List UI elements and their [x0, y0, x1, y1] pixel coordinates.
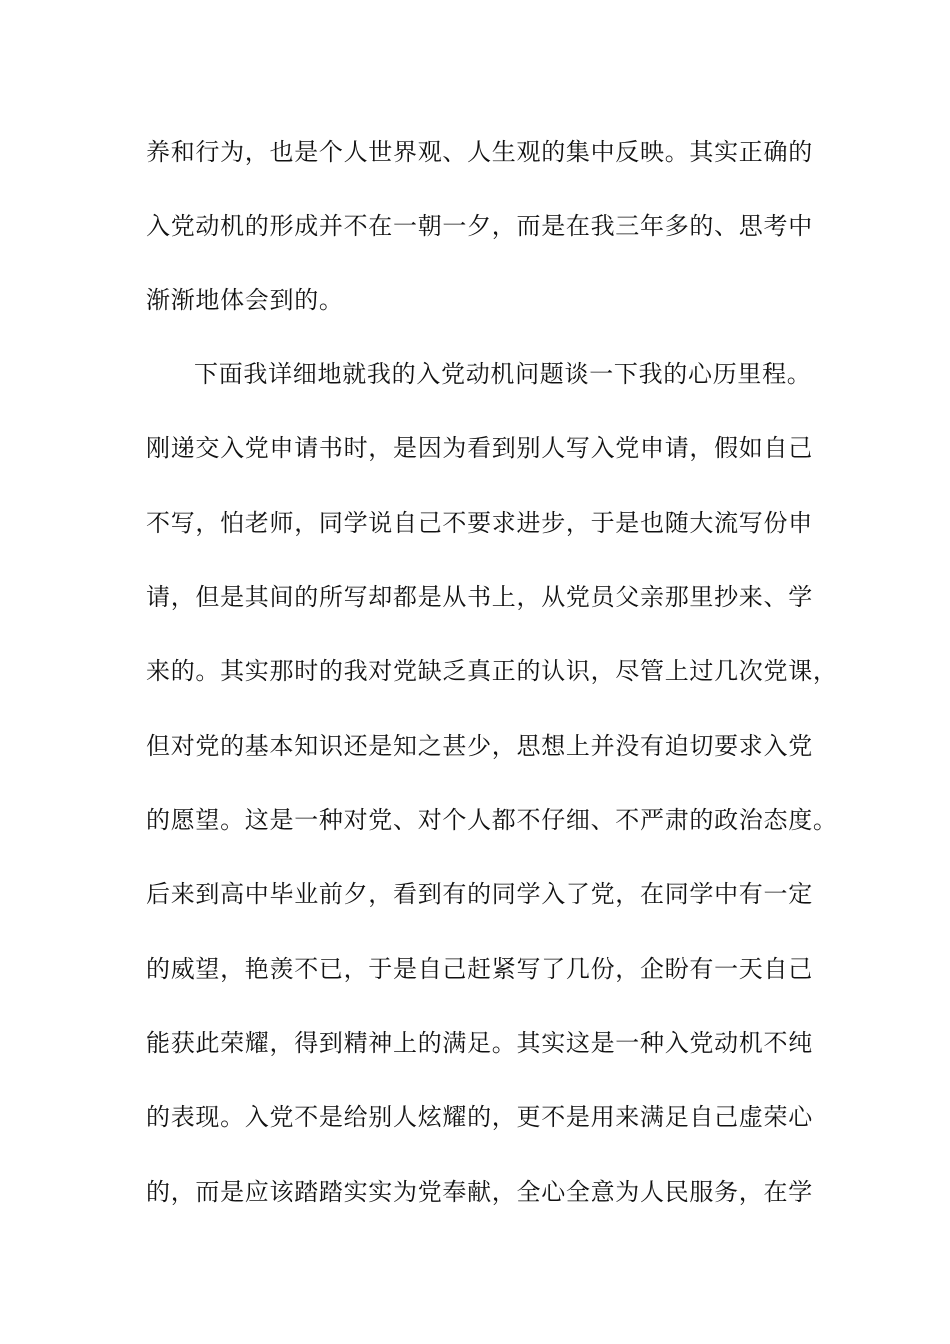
text-line-12: 的威望，艳羡不已，于是自己赶紧写了几份，企盼有一天自己 [146, 955, 813, 983]
text-line-6: 不写，怕老师，同学说自己不要求进步，于是也随大流写份申 [146, 509, 813, 537]
text-line-13: 能获此荣耀，得到精神上的满足。其实这是一种入党动机不纯 [146, 1029, 813, 1057]
text-line-7: 请，但是其间的所写却都是从书上，从党员父亲那里抄来、学 [146, 583, 813, 611]
text-line-15: 的，而是应该踏踏实实为党奉献，全心全意为人民服务，在学 [146, 1178, 813, 1206]
text-line-4-paragraph-start: 下面我详细地就我的入党动机问题谈一下我的心历里程。 [194, 360, 812, 388]
text-line-14: 的表现。入党不是给别人炫耀的，更不是用来满足自己虚荣心 [146, 1103, 813, 1131]
text-line-2: 入党动机的形成并不在一朝一夕，而是在我三年多的、思考中 [146, 212, 813, 240]
text-line-8: 来的。其实那时的我对党缺乏真正的认识，尽管上过几次党课， [146, 657, 838, 685]
text-line-1: 养和行为，也是个人世界观、人生观的集中反映。其实正确的 [146, 138, 813, 166]
text-line-9: 但对党的基本知识还是知之甚少，思想上并没有迫切要求入党 [146, 732, 813, 760]
text-line-10: 的愿望。这是一种对党、对个人都不仔细、不严肃的政治态度。 [146, 806, 838, 834]
text-line-5: 刚递交入党申请书时，是因为看到别人写入党申请，假如自己 [146, 434, 813, 462]
text-line-3: 渐渐地体会到的。 [146, 286, 344, 314]
text-line-11: 后来到高中毕业前夕，看到有的同学入了党，在同学中有一定 [146, 880, 813, 908]
